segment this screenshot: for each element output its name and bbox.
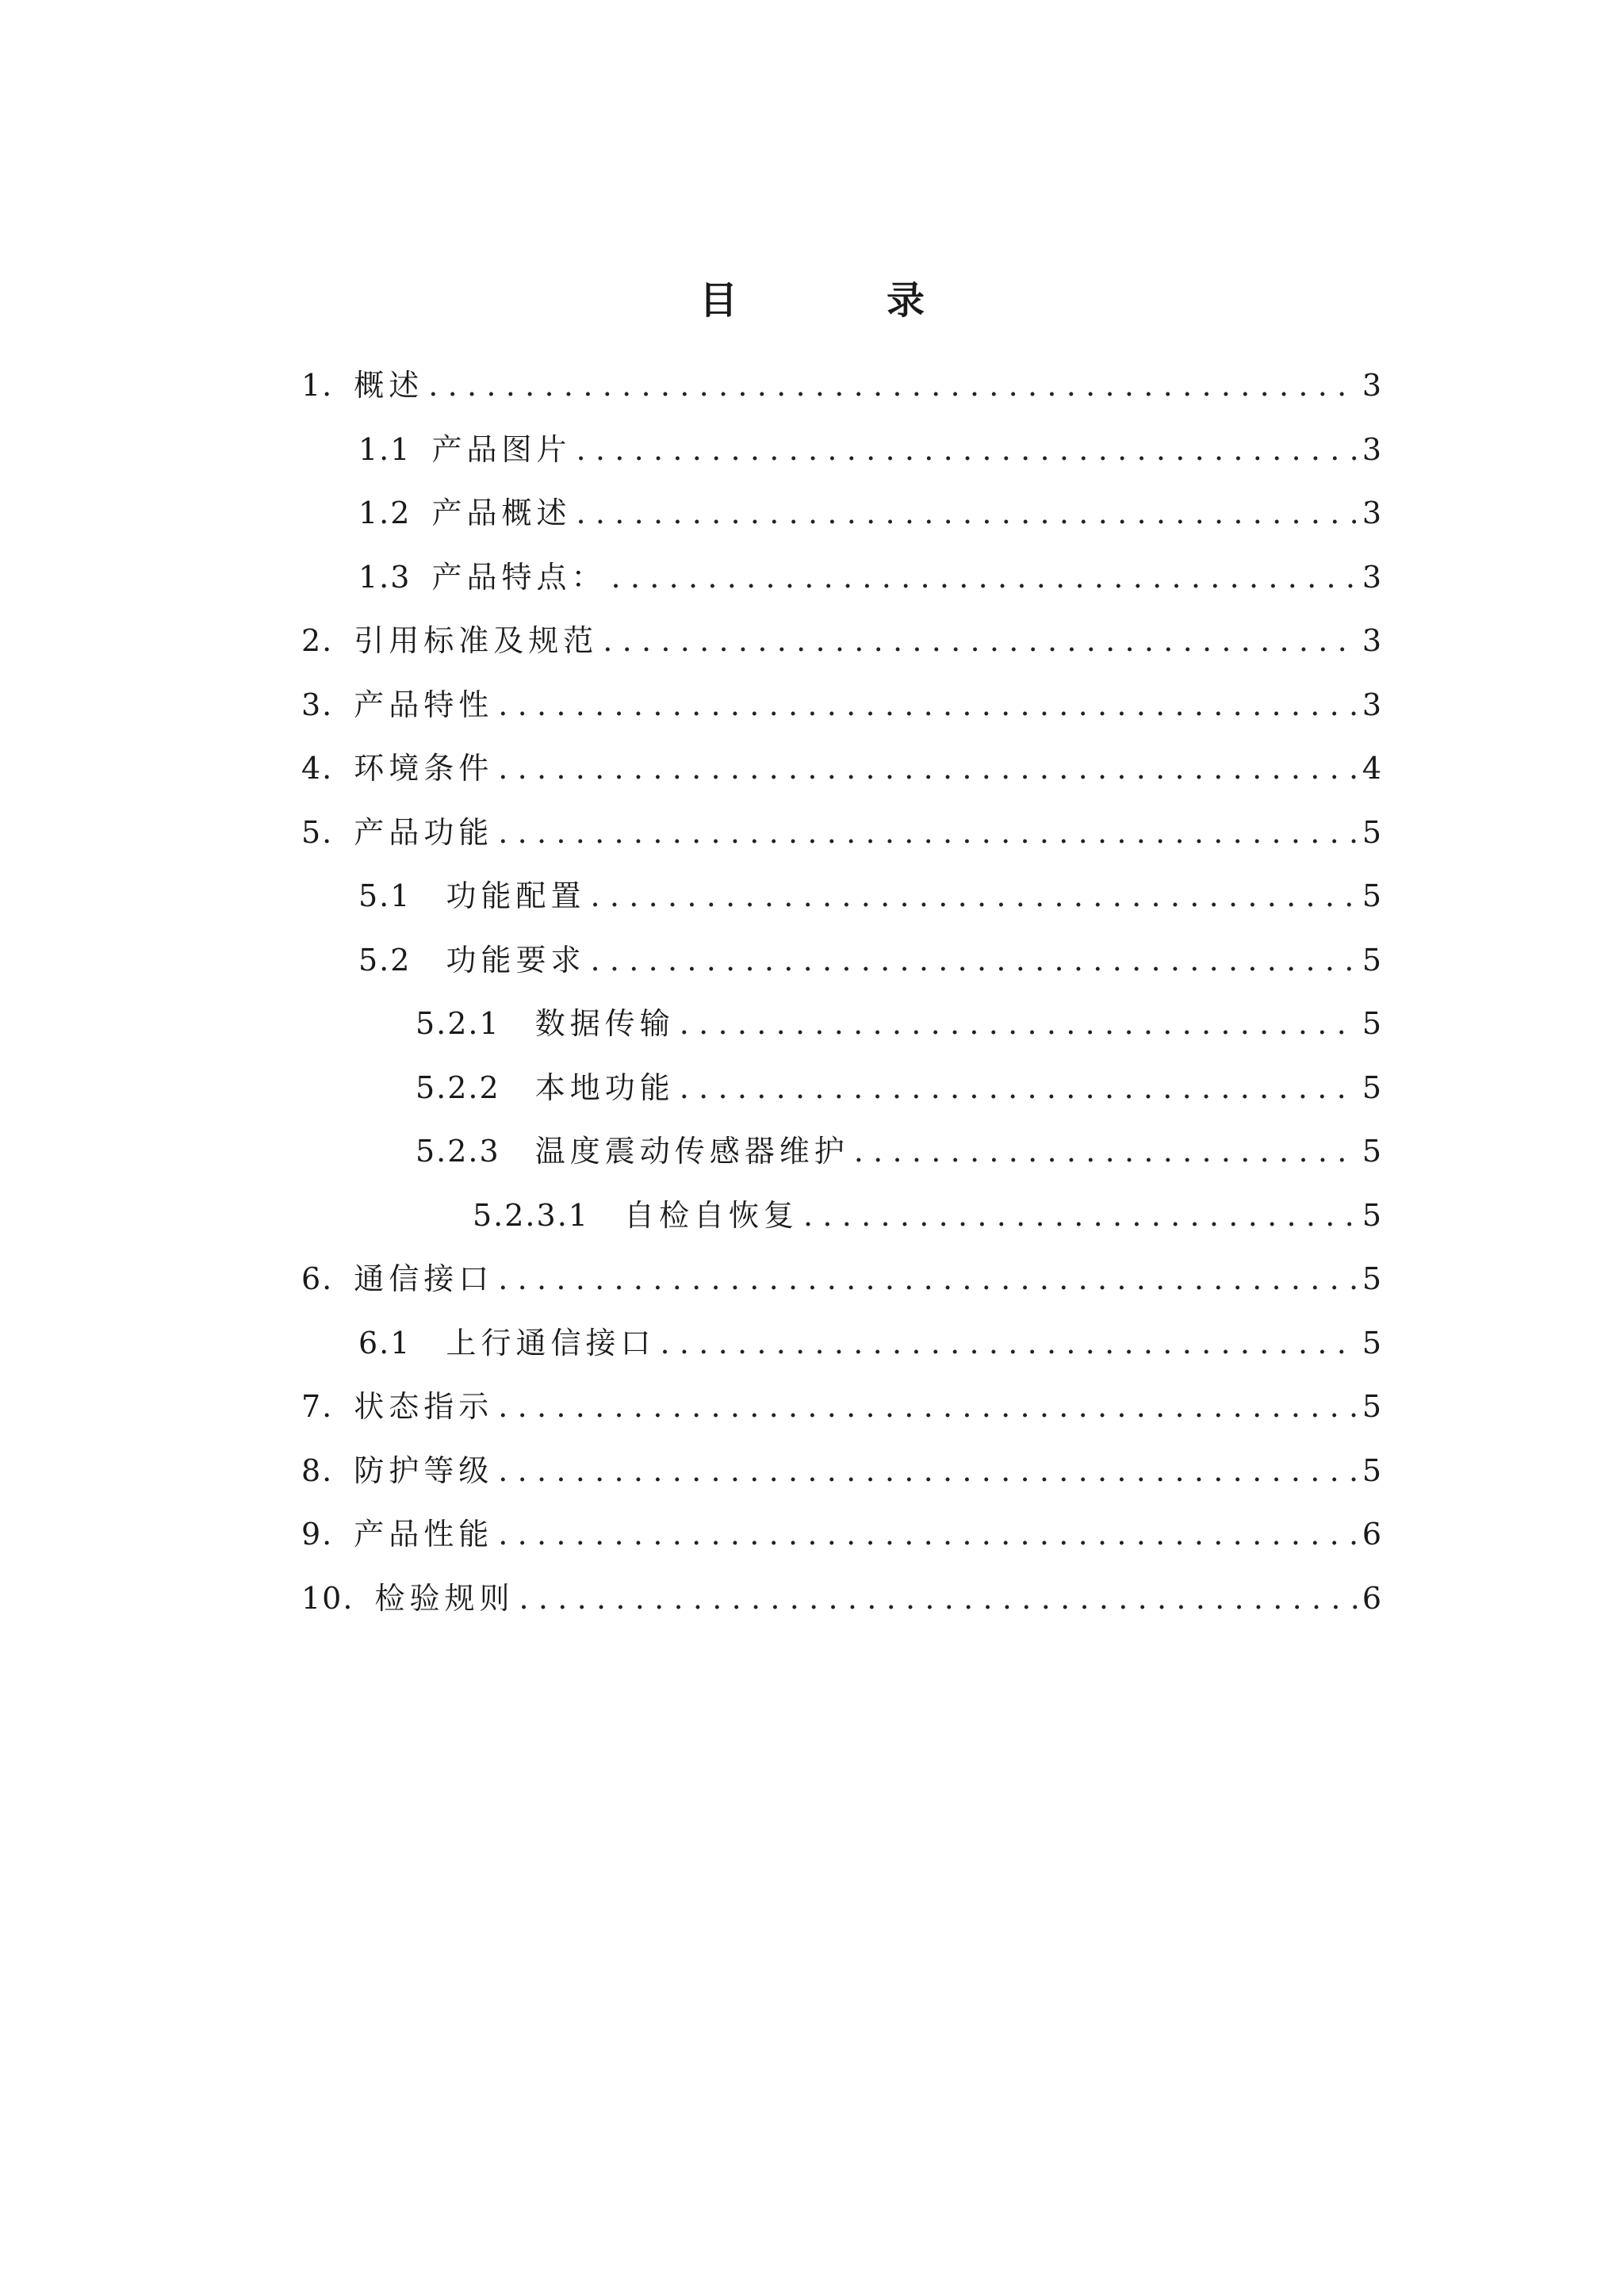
toc-entry[interactable] bbox=[301, 801, 1381, 865]
dot-leader bbox=[498, 737, 1358, 801]
toc-entry[interactable] bbox=[301, 609, 1381, 673]
dot-leader bbox=[498, 673, 1358, 737]
toc-entry[interactable] bbox=[301, 418, 1381, 482]
toc-entry-title: 产品图片 bbox=[431, 431, 572, 467]
toc-entry-page: 5 bbox=[1362, 814, 1381, 850]
dot-leader bbox=[680, 992, 1358, 1056]
toc-entry[interactable] bbox=[301, 1502, 1381, 1567]
toc-entry-page: 6 bbox=[1362, 1517, 1381, 1552]
toc-entry[interactable] bbox=[301, 864, 1381, 928]
toc-entry[interactable] bbox=[301, 1375, 1381, 1439]
toc-entry-page: 5 bbox=[1362, 1070, 1381, 1105]
dot-leader bbox=[498, 1502, 1358, 1567]
toc-entry[interactable] bbox=[301, 481, 1381, 545]
toc-entry-page: 3 bbox=[1362, 623, 1381, 658]
toc-entry-number: 3. bbox=[301, 687, 334, 722]
toc-entry-page: 5 bbox=[1362, 1197, 1381, 1233]
toc-entry-title: 产品功能 bbox=[354, 814, 494, 850]
toc-entry-title: 产品性能 bbox=[354, 1517, 494, 1552]
toc-entry-page: 3 bbox=[1362, 368, 1381, 403]
toc-entry-number: 10. bbox=[301, 1580, 354, 1616]
toc-entry-number: 9. bbox=[301, 1517, 334, 1552]
toc-entry[interactable] bbox=[301, 1247, 1381, 1311]
toc-entry[interactable] bbox=[301, 673, 1381, 737]
toc-entry-title: 概述 bbox=[354, 368, 424, 403]
toc-entry-number: 2. bbox=[301, 623, 334, 658]
toc-entry-number: 4. bbox=[301, 751, 334, 786]
toc-entry-page: 5 bbox=[1362, 1389, 1381, 1424]
toc-entry-number: 8. bbox=[301, 1452, 334, 1488]
toc-list bbox=[301, 354, 1381, 1630]
toc-entry-page: 5 bbox=[1362, 942, 1381, 978]
dot-leader bbox=[498, 801, 1358, 865]
toc-entry-title: 环境条件 bbox=[354, 751, 494, 786]
toc-entry[interactable] bbox=[301, 1439, 1381, 1503]
toc-entry[interactable] bbox=[301, 1567, 1381, 1631]
toc-entry-number: 1.1 bbox=[358, 431, 412, 467]
toc-entry-page: 4 bbox=[1362, 751, 1381, 786]
toc-entry-page: 3 bbox=[1362, 496, 1381, 530]
toc-entry-page: 5 bbox=[1362, 1261, 1381, 1296]
toc-entry[interactable] bbox=[301, 928, 1381, 993]
toc-entry-title: 功能要求 bbox=[446, 942, 586, 978]
dot-leader bbox=[519, 1567, 1357, 1631]
dot-leader bbox=[803, 1184, 1358, 1248]
toc-entry-number: 1.2 bbox=[358, 496, 412, 530]
dot-leader bbox=[498, 1439, 1358, 1503]
dot-leader bbox=[611, 545, 1357, 610]
dot-leader bbox=[590, 864, 1357, 928]
toc-entry-title: 检验规则 bbox=[374, 1580, 515, 1616]
toc-entry[interactable] bbox=[301, 737, 1381, 801]
toc-entry[interactable] bbox=[301, 354, 1381, 418]
dot-leader bbox=[498, 1375, 1358, 1439]
toc-entry[interactable] bbox=[301, 545, 1381, 610]
toc-entry-page: 5 bbox=[1362, 1006, 1381, 1041]
dot-leader bbox=[590, 928, 1357, 993]
dot-leader bbox=[854, 1119, 1358, 1184]
toc-entry-page: 3 bbox=[1362, 431, 1381, 467]
toc-entry-title: 状态指示 bbox=[354, 1389, 494, 1424]
page-title: 目 录 bbox=[699, 278, 980, 323]
dot-leader bbox=[576, 481, 1357, 545]
toc-entry-title: 功能配置 bbox=[446, 878, 586, 913]
toc-entry-title: 数据传输 bbox=[534, 1006, 675, 1041]
dot-leader bbox=[576, 418, 1357, 482]
toc-entry-title: 产品特点： bbox=[431, 559, 607, 595]
toc-entry-title: 产品特性 bbox=[354, 687, 494, 722]
toc-entry-title: 通信接口 bbox=[354, 1261, 494, 1296]
toc-entry-page: 5 bbox=[1362, 1325, 1381, 1360]
toc-entry[interactable] bbox=[301, 1056, 1381, 1120]
toc-entry-page: 6 bbox=[1362, 1580, 1381, 1616]
toc-entry-number: 6. bbox=[301, 1261, 334, 1296]
toc-entry-title: 引用标准及规范 bbox=[354, 623, 599, 658]
toc-entry-title: 自检自恢复 bbox=[623, 1197, 799, 1233]
toc-entry-number: 7. bbox=[301, 1389, 334, 1424]
toc-entry[interactable] bbox=[301, 1184, 1381, 1248]
toc-entry-title: 防护等级 bbox=[354, 1452, 494, 1488]
toc-entry-number: 5.2.2 bbox=[416, 1070, 500, 1105]
toc-entry-number: 5.1 bbox=[358, 878, 412, 913]
toc-entry-number: 5.2.3 bbox=[416, 1134, 500, 1169]
toc-entry-page: 3 bbox=[1362, 559, 1381, 595]
toc-entry-number: 1. bbox=[301, 368, 334, 403]
dot-leader bbox=[498, 1247, 1358, 1311]
toc-entry-number: 5.2 bbox=[358, 942, 412, 978]
toc-entry-page: 5 bbox=[1362, 1134, 1381, 1169]
toc-entry-title: 本地功能 bbox=[534, 1070, 675, 1105]
dot-leader bbox=[680, 1056, 1358, 1120]
toc-entry-title: 温度震动传感器维护 bbox=[534, 1134, 849, 1169]
dot-leader bbox=[428, 354, 1358, 418]
toc-entry-number: 5.2.3.1 bbox=[473, 1197, 589, 1233]
toc-entry-number: 6.1 bbox=[358, 1325, 412, 1360]
toc-entry-number: 1.3 bbox=[358, 559, 412, 595]
toc-entry-page: 3 bbox=[1362, 687, 1381, 722]
toc-entry-page: 5 bbox=[1362, 1452, 1381, 1488]
toc-entry-number: 5.2.1 bbox=[416, 1006, 500, 1041]
toc-entry[interactable] bbox=[301, 992, 1381, 1056]
toc-entry[interactable] bbox=[301, 1311, 1381, 1376]
toc-entry-page: 5 bbox=[1362, 878, 1381, 913]
toc-entry-number: 5. bbox=[301, 814, 334, 850]
dot-leader bbox=[660, 1311, 1357, 1376]
toc-entry-title: 产品概述 bbox=[431, 496, 572, 530]
toc-entry[interactable] bbox=[301, 1119, 1381, 1184]
toc-entry-title: 上行通信接口 bbox=[446, 1325, 656, 1360]
dot-leader bbox=[603, 609, 1358, 673]
